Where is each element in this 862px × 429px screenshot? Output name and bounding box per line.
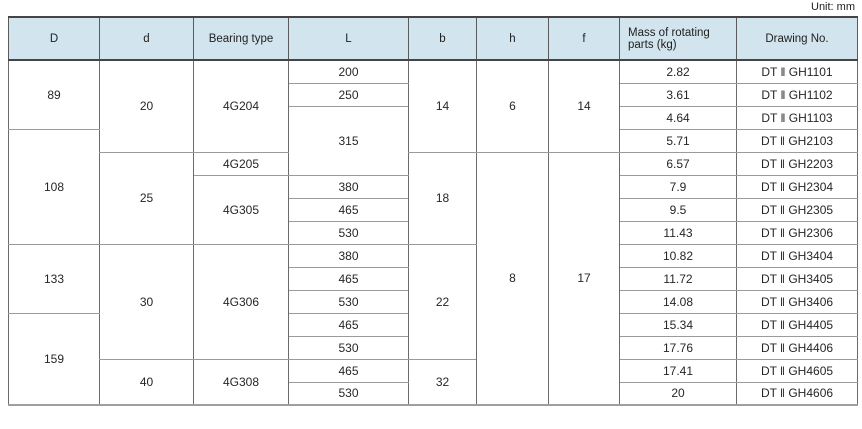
cell-mass: 20: [620, 382, 737, 405]
cell-mass: 2.82: [620, 60, 737, 83]
cell-h: 6: [477, 60, 549, 152]
cell-L: 530: [289, 290, 409, 313]
table-header: [9, 17, 858, 60]
cell-D: 133: [9, 244, 100, 313]
table-row: [9, 152, 858, 175]
cell-L: 465: [289, 267, 409, 290]
cell-drawing-no: DT ‖ GH2203: [737, 152, 858, 175]
cell-drawing-no: DT ‖ GH1103: [737, 106, 858, 129]
cell-bearing-type: 4G204: [194, 60, 289, 152]
cell-d: 25: [100, 152, 194, 244]
cell-drawing-no: DT ‖ GH1102: [737, 83, 858, 106]
table-container: [8, 0, 857, 406]
col-header-f: f: [549, 17, 620, 60]
table-row: [9, 359, 858, 382]
cell-L: 530: [289, 221, 409, 244]
cell-D: 159: [9, 313, 100, 405]
cell-b: 18: [409, 152, 477, 244]
cell-mass: 3.61: [620, 83, 737, 106]
cell-L: 380: [289, 175, 409, 198]
col-header-mass: Mass of rotating parts (kg): [620, 17, 737, 60]
col-header-d: d: [100, 17, 194, 60]
cell-d: 40: [100, 359, 194, 405]
cell-drawing-no: DT ‖ GH1101: [737, 60, 858, 83]
table-body: [9, 60, 858, 405]
cell-drawing-no: DT ‖ GH4405: [737, 313, 858, 336]
cell-mass: 10.82: [620, 244, 737, 267]
cell-drawing-no: DT ‖ GH2103: [737, 129, 858, 152]
cell-d: 30: [100, 244, 194, 359]
cell-b: 14: [409, 60, 477, 152]
cell-L: 530: [289, 382, 409, 405]
cell-bearing-type: 4G305: [194, 175, 289, 244]
col-header-L: L: [289, 17, 409, 60]
cell-mass: 11.43: [620, 221, 737, 244]
cell-f: 14: [549, 60, 620, 152]
cell-f: 17: [549, 152, 620, 405]
cell-L: 530: [289, 336, 409, 359]
cell-drawing-no: DT ‖ GH4406: [737, 336, 858, 359]
cell-L: 465: [289, 313, 409, 336]
cell-bearing-type: 4G306: [194, 244, 289, 359]
cell-mass: 9.5: [620, 198, 737, 221]
cell-D: 89: [9, 60, 100, 129]
cell-D: 108: [9, 129, 100, 244]
cell-drawing-no: DT ‖ GH2306: [737, 221, 858, 244]
cell-drawing-no: DT ‖ GH2304: [737, 175, 858, 198]
cell-mass: 15.34: [620, 313, 737, 336]
cell-L: 465: [289, 198, 409, 221]
bearing-spec-table: [8, 16, 858, 406]
cell-mass: 14.08: [620, 290, 737, 313]
col-header-bearing-type: Bearing type: [194, 17, 289, 60]
cell-mass: 5.71: [620, 129, 737, 152]
cell-b: 32: [409, 359, 477, 405]
col-header-drawing-no: Drawing No.: [737, 17, 858, 60]
table-row: [9, 60, 858, 83]
cell-mass: 17.76: [620, 336, 737, 359]
cell-mass: 7.9: [620, 175, 737, 198]
cell-mass: 11.72: [620, 267, 737, 290]
cell-bearing-type: 4G308: [194, 359, 289, 405]
cell-drawing-no: DT ‖ GH3404: [737, 244, 858, 267]
cell-L: 465: [289, 359, 409, 382]
col-header-D: D: [9, 17, 100, 60]
cell-mass: 4.64: [620, 106, 737, 129]
col-header-h: h: [477, 17, 549, 60]
cell-d: 20: [100, 60, 194, 152]
cell-L: 250: [289, 83, 409, 106]
cell-bearing-type: 4G205: [194, 152, 289, 175]
cell-drawing-no: DT ‖ GH4606: [737, 382, 858, 405]
cell-L: 315: [289, 106, 409, 175]
col-header-b: b: [409, 17, 477, 60]
cell-b: 22: [409, 244, 477, 359]
cell-mass: 17.41: [620, 359, 737, 382]
table-row: [9, 244, 858, 267]
cell-drawing-no: DT ‖ GH3405: [737, 267, 858, 290]
cell-drawing-no: DT ‖ GH2305: [737, 198, 858, 221]
cell-drawing-no: DT ‖ GH4605: [737, 359, 858, 382]
cell-mass: 6.57: [620, 152, 737, 175]
unit-label: Unit: mm: [811, 1, 855, 13]
cell-drawing-no: DT ‖ GH3406: [737, 290, 858, 313]
cell-L: 380: [289, 244, 409, 267]
cell-L: 200: [289, 60, 409, 83]
header-row: [9, 17, 858, 60]
cell-h: 8: [477, 152, 549, 405]
